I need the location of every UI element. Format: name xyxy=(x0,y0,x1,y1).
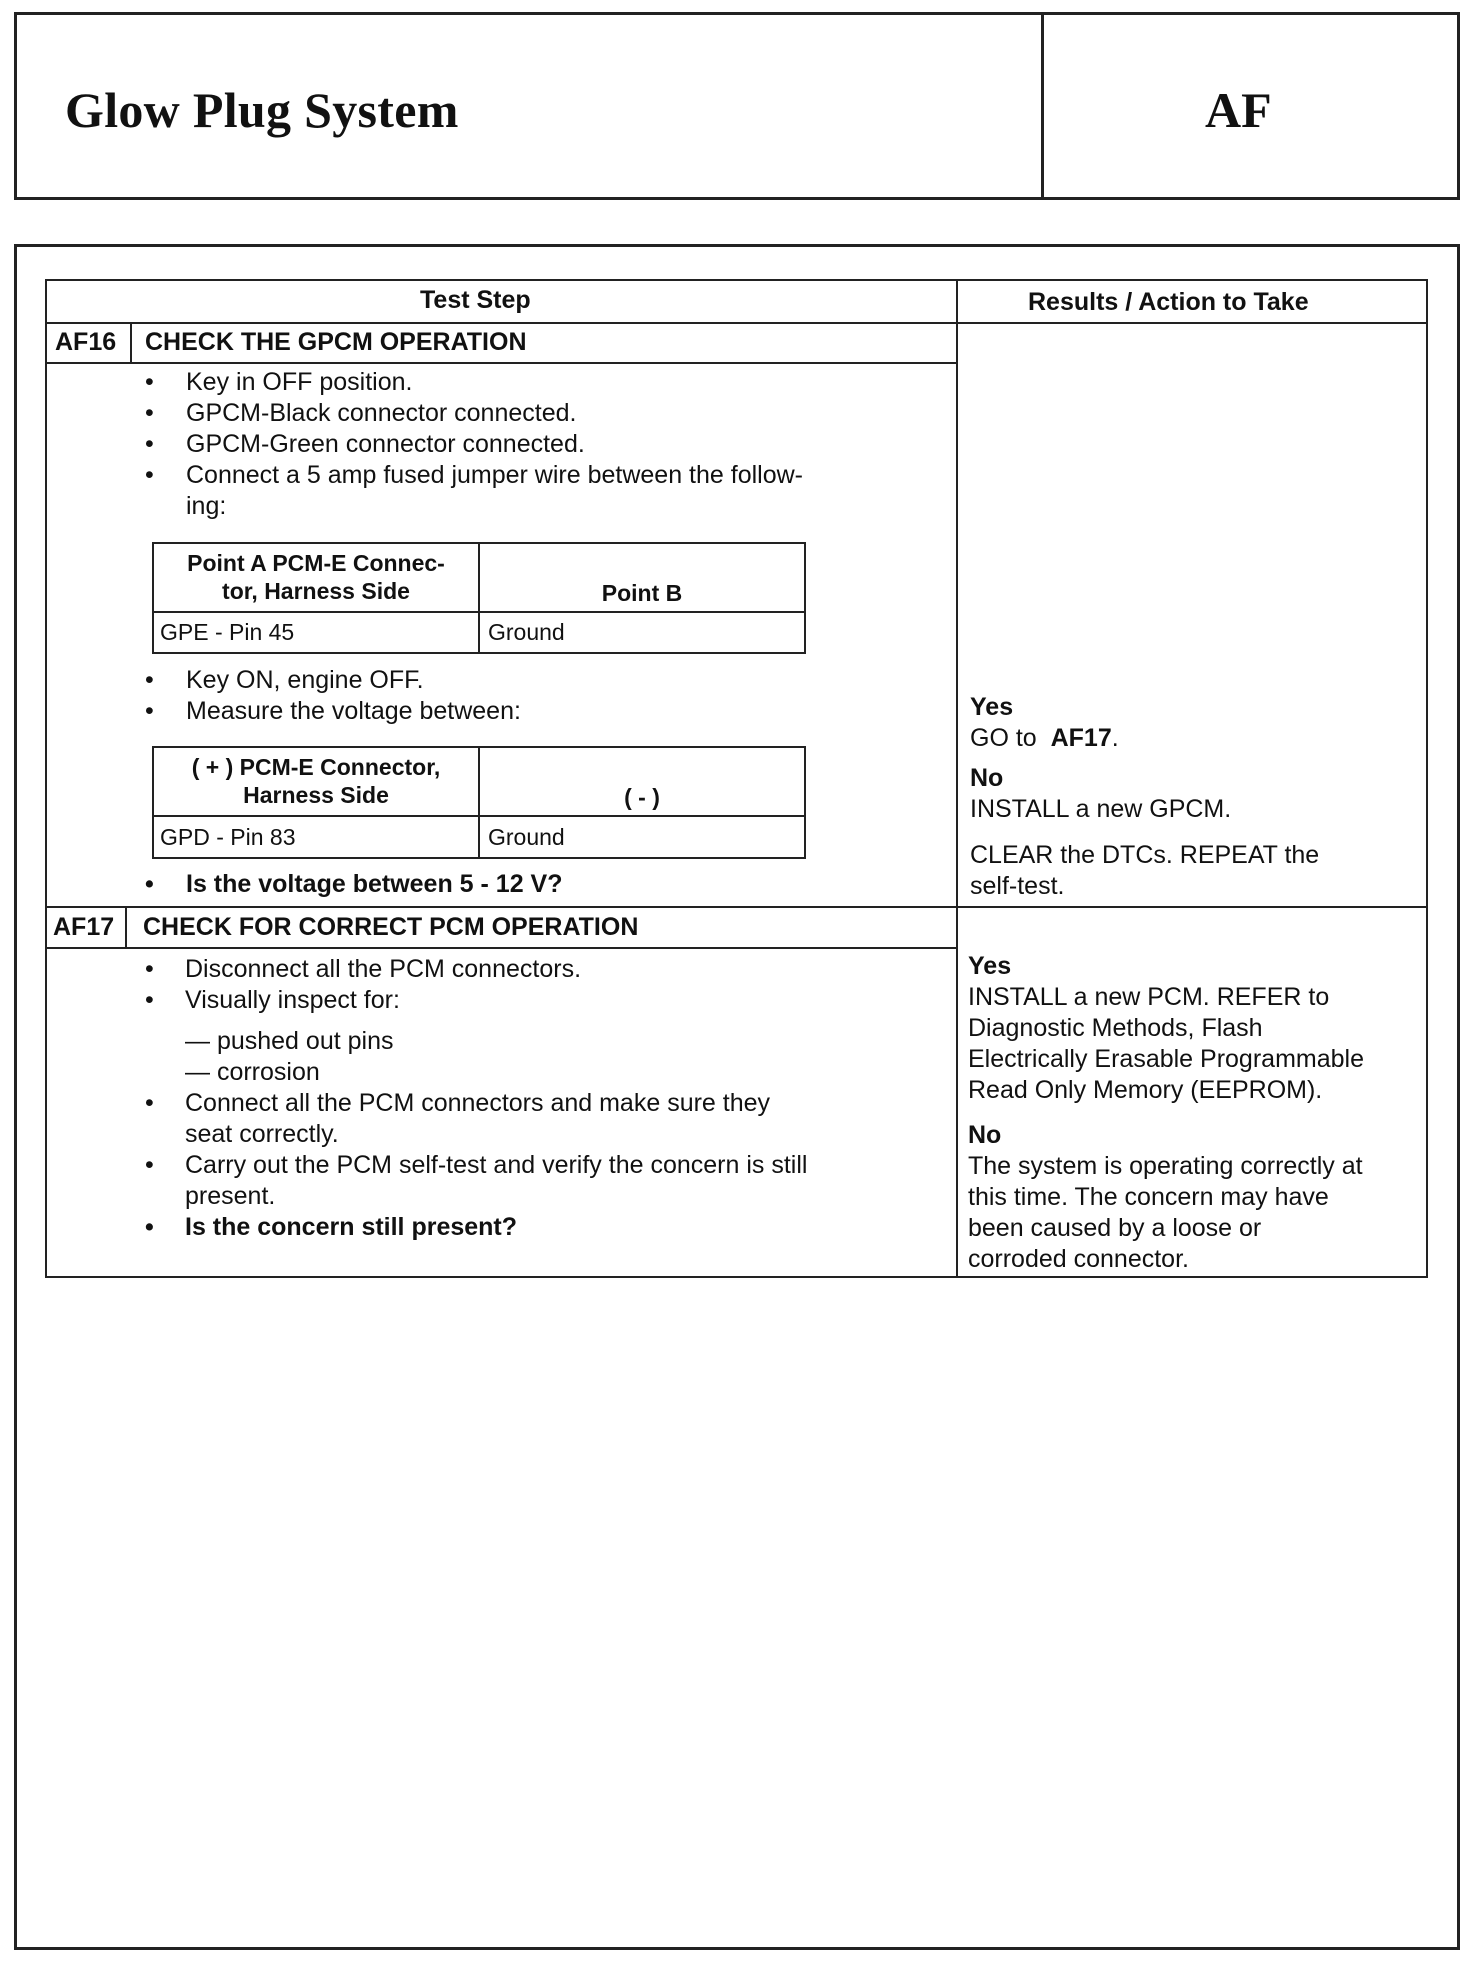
af17-yes-line: Diagnostic Methods, Flash xyxy=(968,1014,1263,1042)
af17-step-connect: Connect all the PCM connectors and make sure they xyxy=(185,1089,771,1117)
af16-no-text: INSTALL a new GPCM. xyxy=(970,795,1232,823)
bullet-icon: • xyxy=(145,666,154,694)
af17-step-inspect: Visually inspect for: xyxy=(185,986,400,1014)
af16-step-jumper: Connect a 5 amp fused jumper wire between the follow- xyxy=(186,461,803,489)
af16-yes-label: Yes xyxy=(970,693,1014,721)
header-row-border xyxy=(47,322,1428,324)
af17-no-line: corroded connector. xyxy=(968,1245,1189,1273)
bullet-icon: • xyxy=(145,461,154,489)
af16-step-green-connector: GPCM-Green connector connected. xyxy=(186,430,585,458)
af16-no-label: No xyxy=(970,764,1004,792)
bullet-icon: • xyxy=(145,399,154,427)
voltage-table-cell-b: Ground xyxy=(488,824,565,850)
af16-no-text2-line2: self-test. xyxy=(970,872,1065,900)
af17-no-label: No xyxy=(968,1121,1002,1149)
af17-step-id: AF17 xyxy=(53,913,115,941)
header-divider xyxy=(1041,15,1044,197)
af16-step-jumper-cont: ing: xyxy=(186,492,227,520)
af16-step-id: AF16 xyxy=(55,328,117,356)
af16-step-black-connector: GPCM-Black connector connected. xyxy=(186,399,577,427)
jumper-table-cell-b: Ground xyxy=(488,619,565,645)
voltage-table-cell-a: GPD - Pin 83 xyxy=(160,824,296,850)
af17-yes-line: INSTALL a new PCM. REFER to xyxy=(968,983,1330,1011)
column-header-results: Results / Action to Take xyxy=(1028,288,1309,316)
voltage-table-head-a-1: ( + ) PCM-E Connector, xyxy=(191,754,441,780)
af17-no-line: this time. The concern may have xyxy=(968,1183,1329,1211)
bullet-icon: • xyxy=(145,1213,154,1241)
af17-dash-corrosion: — corrosion xyxy=(185,1058,320,1086)
af16-yes-suffix: . xyxy=(1111,724,1119,752)
table-right-border xyxy=(1426,279,1428,1277)
af17-yes-line: Electrically Erasable Programmable xyxy=(968,1045,1364,1073)
af17-yes-label: Yes xyxy=(968,952,1012,980)
af17-step-connect-cont: seat correctly. xyxy=(185,1120,339,1148)
af16-yes-prefix: GO to xyxy=(970,724,1037,752)
voltage-table xyxy=(152,746,806,859)
af16-step-measure: Measure the voltage between: xyxy=(186,697,521,725)
bullet-icon: • xyxy=(145,697,154,725)
column-divider xyxy=(956,279,958,1277)
af17-heading: CHECK FOR CORRECT PCM OPERATION xyxy=(143,913,639,941)
af16-id-divider xyxy=(130,322,132,363)
af17-question: Is the concern still present? xyxy=(185,1213,518,1241)
column-header-test-step: Test Step xyxy=(420,286,531,314)
af16-heading-border xyxy=(47,362,957,364)
table-bottom-border xyxy=(45,1276,1428,1278)
section-code: AF xyxy=(1205,82,1272,138)
page-title: Glow Plug System xyxy=(65,82,459,138)
af17-heading-border xyxy=(47,947,957,949)
af17-no-line: been caused by a loose or xyxy=(968,1214,1262,1242)
voltage-table-row-divider xyxy=(154,815,804,817)
table-left-border xyxy=(45,279,47,1277)
af17-dash-pushed-out-pins: — pushed out pins xyxy=(185,1027,394,1055)
bullet-icon: • xyxy=(145,430,154,458)
af16-yes-text xyxy=(970,723,1119,754)
af17-yes-line: Read Only Memory (EEPROM). xyxy=(968,1076,1323,1104)
voltage-table-head-a-2: Harness Side xyxy=(243,782,389,808)
af17-step-disconnect: Disconnect all the PCM connectors. xyxy=(185,955,582,983)
jumper-table-head-b: Point B xyxy=(601,580,683,606)
jumper-table-head-a-1: Point A PCM-E Connec- xyxy=(187,550,445,576)
af16-step-key-on: Key ON, engine OFF. xyxy=(186,666,424,694)
af16-heading: CHECK THE GPCM OPERATION xyxy=(145,328,527,356)
af17-id-divider xyxy=(125,907,127,948)
jumper-table-cell-a: GPE - Pin 45 xyxy=(160,619,295,645)
af17-step-self-test: Carry out the PCM self-test and verify the concern is still xyxy=(185,1151,808,1179)
page-header xyxy=(14,12,1460,200)
af16-question: Is the voltage between 5 - 12 V? xyxy=(186,870,563,898)
bullet-icon: • xyxy=(145,1151,154,1179)
bullet-icon: • xyxy=(145,368,154,396)
bullet-icon: • xyxy=(145,870,154,898)
af17-top-border xyxy=(47,906,1428,908)
af16-no-text2-line1: CLEAR the DTCs. REPEAT the xyxy=(970,841,1320,869)
jumper-table-row-divider xyxy=(154,611,804,613)
bullet-icon: • xyxy=(145,986,154,1014)
bullet-icon: • xyxy=(145,955,154,983)
jumper-table-head-a-2: tor, Harness Side xyxy=(222,578,410,604)
voltage-table-head-b: ( - ) xyxy=(624,784,660,810)
af17-reference-link: AF17 xyxy=(1050,724,1112,752)
bullet-icon: • xyxy=(145,1089,154,1117)
af16-step-key-off: Key in OFF position. xyxy=(186,368,413,396)
af17-no-line: The system is operating correctly at xyxy=(968,1152,1363,1180)
af17-step-self-test-cont: present. xyxy=(185,1182,276,1210)
jumper-table xyxy=(152,542,806,654)
table-top-border xyxy=(47,279,1428,281)
